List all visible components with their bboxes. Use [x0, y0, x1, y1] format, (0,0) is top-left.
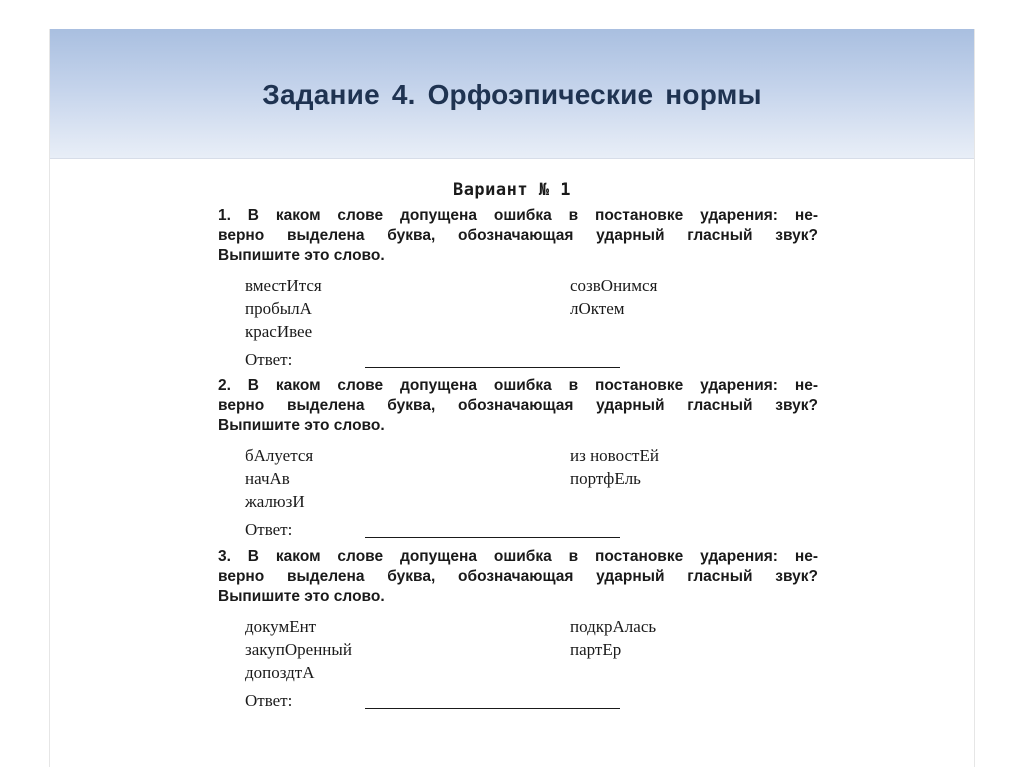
task-2-options — [218, 446, 818, 518]
slide — [49, 29, 975, 767]
task-2-question — [218, 376, 818, 436]
question-line: верно выделена буква, обозначающая ударный гласный звук? — [218, 568, 818, 585]
option: партЕр — [570, 640, 622, 659]
question-line: 1. В каком слове допущена ошибка в постановке ударения: не- — [218, 207, 818, 224]
question-line: Выпишите это слово. — [218, 588, 385, 605]
answer-field[interactable] — [365, 367, 620, 368]
option: докумЕнт — [245, 617, 317, 636]
option: начАв — [245, 469, 290, 488]
slide-header — [50, 29, 974, 159]
slide-title: Задание 4. Орфоэпические нормы — [262, 79, 762, 110]
option: допоздтА — [245, 663, 315, 682]
answer-label: Ответ: — [245, 691, 293, 710]
answer-field[interactable] — [365, 708, 620, 709]
task-1-options — [218, 276, 818, 348]
task-3-question — [218, 547, 818, 607]
question-line: 3. В каком слове допущена ошибка в постановке ударения: не- — [218, 548, 818, 565]
answer-field[interactable] — [365, 537, 620, 538]
option: жалюзИ — [245, 492, 305, 511]
question-line: верно выделена буква, обозначающая ударный гласный звук? — [218, 397, 818, 414]
option: портфЕль — [570, 469, 641, 488]
task-3 — [218, 547, 818, 715]
task-3-options — [218, 617, 818, 689]
task-1-question — [218, 206, 818, 266]
task-1-answer — [218, 350, 818, 374]
task-2 — [218, 376, 818, 544]
task-3-answer — [218, 691, 818, 715]
option: закупОренный — [245, 640, 352, 659]
option: из новостЕй — [570, 446, 659, 465]
option: вместИтся — [245, 276, 322, 295]
question-line: 2. В каком слове допущена ошибка в постановке ударения: не- — [218, 377, 818, 394]
answer-label: Ответ: — [245, 350, 293, 369]
option: бАлуется — [245, 446, 314, 465]
option: красИвее — [245, 322, 313, 341]
answer-label: Ответ: — [245, 520, 293, 539]
question-line: Выпишите это слово. — [218, 247, 385, 264]
option: подкрАлась — [570, 617, 657, 636]
variant-title: Вариант № 1 — [452, 180, 572, 200]
option: пробылА — [245, 299, 312, 318]
task-1 — [218, 206, 818, 374]
question-line: верно выделена буква, обозначающая ударный гласный звук? — [218, 227, 818, 244]
option: созвОнимся — [570, 276, 658, 295]
task-2-answer — [218, 520, 818, 544]
question-line: Выпишите это слово. — [218, 417, 385, 434]
option: лОктем — [570, 299, 625, 318]
